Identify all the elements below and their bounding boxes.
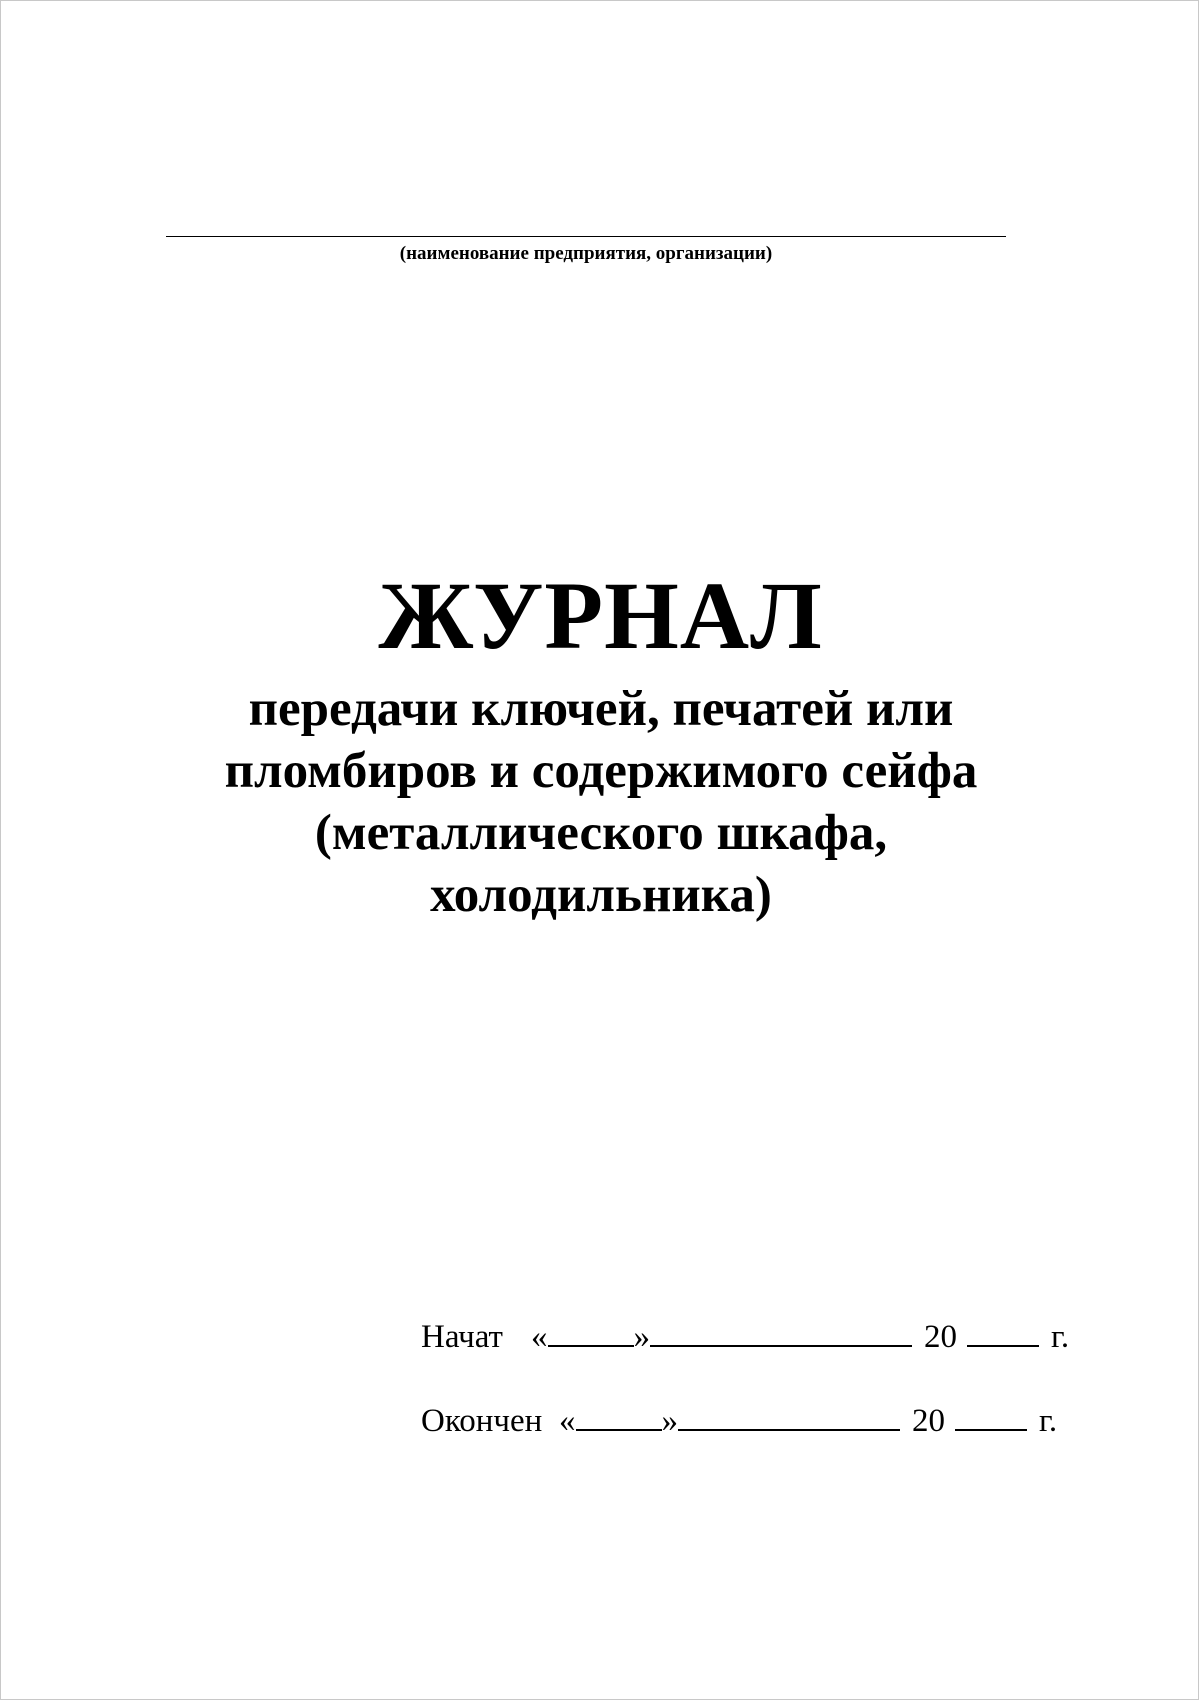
- end-date-label: Окончен: [421, 1403, 543, 1439]
- open-quote: «: [531, 1319, 548, 1355]
- end-day-blank: [576, 1401, 662, 1431]
- start-year-suffix: г.: [1051, 1319, 1070, 1355]
- organization-caption: (наименование предприятия, организации): [399, 243, 773, 264]
- start-year-prefix: 20: [924, 1319, 957, 1355]
- subtitle-line: передачи ключей, печатей или: [248, 681, 954, 737]
- journal-title: ЖУРНАЛ: [378, 562, 823, 669]
- end-month-blank: [678, 1401, 900, 1431]
- close-quote: »: [661, 1403, 678, 1439]
- end-date-row: [421, 1401, 1101, 1441]
- start-date-label: Начат: [421, 1319, 503, 1355]
- organization-name-line: [166, 236, 1006, 237]
- journal-subtitle: [81, 678, 1121, 926]
- start-year-blank: [967, 1317, 1039, 1347]
- close-quote: »: [633, 1319, 650, 1355]
- subtitle-line: пломбиров и содержимого сейфа: [224, 743, 978, 799]
- subtitle-line: холодильника): [430, 867, 772, 923]
- end-year-prefix: 20: [912, 1403, 945, 1439]
- end-year-blank: [955, 1401, 1027, 1431]
- start-month-blank: [650, 1317, 912, 1347]
- start-day-blank: [548, 1317, 634, 1347]
- open-quote: «: [559, 1403, 576, 1439]
- subtitle-line: (металлического шкафа,: [314, 805, 888, 861]
- end-year-suffix: г.: [1039, 1403, 1058, 1439]
- start-date-row: [421, 1317, 1101, 1357]
